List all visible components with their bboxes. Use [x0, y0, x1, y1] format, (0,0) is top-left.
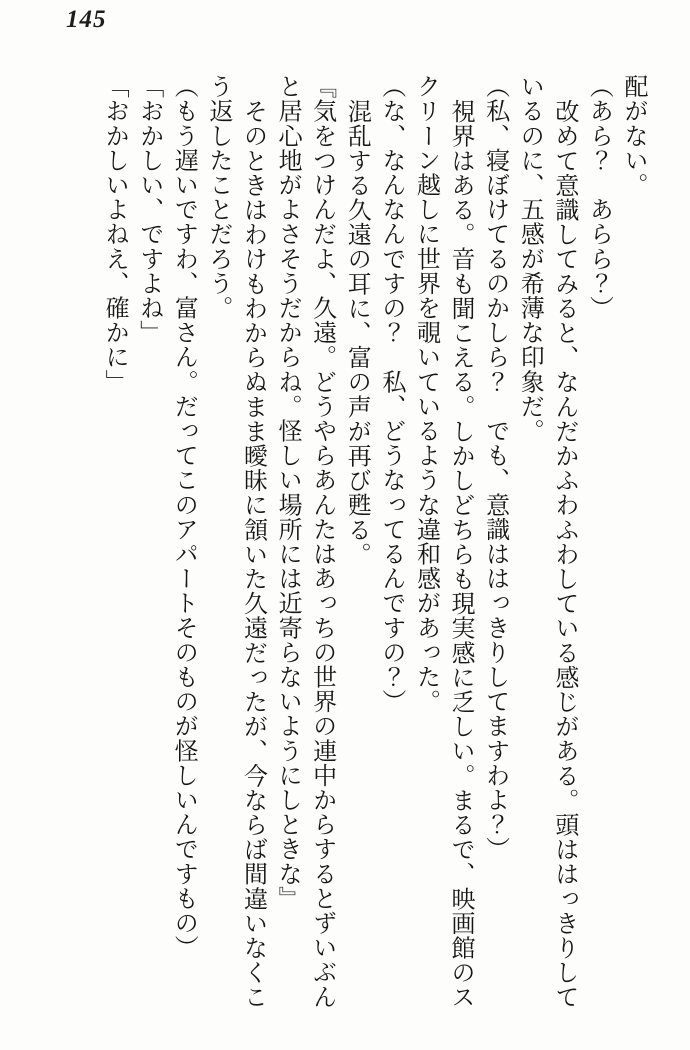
text-line: と居心地がよさそうだからね。怪しい場所には近寄らないようにしときな』: [274, 74, 301, 911]
text-line: 視界はある。音も聞こえる。しかしどちらも現実感に乏しい。まるで、映画館のス: [447, 98, 474, 1009]
text-line: 改めて意識してみると、なんだかふわふわしている感じがある。頭ははっきりして: [550, 98, 577, 1009]
text-line: （な、なんなんですの？ 私、どうなってるんですの？）: [377, 74, 404, 714]
text-line: いるのに、五感が希薄な印象だ。: [516, 74, 543, 443]
text-line: 「おかしい、ですよね」: [135, 74, 162, 345]
text-line: そのときはわけもわからぬまま曖昧に頷いた久遠だったが、今ならば間違いなくこ: [239, 98, 266, 1009]
text-line: （私、寝ぼけてるのかしら？ でも、意識ははっきりしてますわよ？）: [481, 74, 508, 862]
text-line: 配がない。: [620, 74, 646, 197]
text-line: （あら？ あらら？）: [585, 74, 612, 320]
text-line: （もう遅いですわ、富さん。だってこのアパートそのものが怪しいんですもの）: [170, 74, 197, 960]
text-line: 混乱する久遠の耳に、富の声が再び甦る。: [343, 98, 370, 566]
text-line: う返したことだろう。: [204, 74, 231, 320]
text-line: 『気をつけんだよ、久遠。どうやらあんたはあっちの世界の連中からするとずいぶん: [308, 74, 335, 1009]
page-number: 145: [66, 6, 107, 33]
text-line: 「おかしいよねえ、確かに」: [101, 74, 128, 394]
text-line: クリーン越しに世界を覗いているような違和感があった。: [412, 74, 439, 714]
page-text-area: [97, 74, 651, 1016]
